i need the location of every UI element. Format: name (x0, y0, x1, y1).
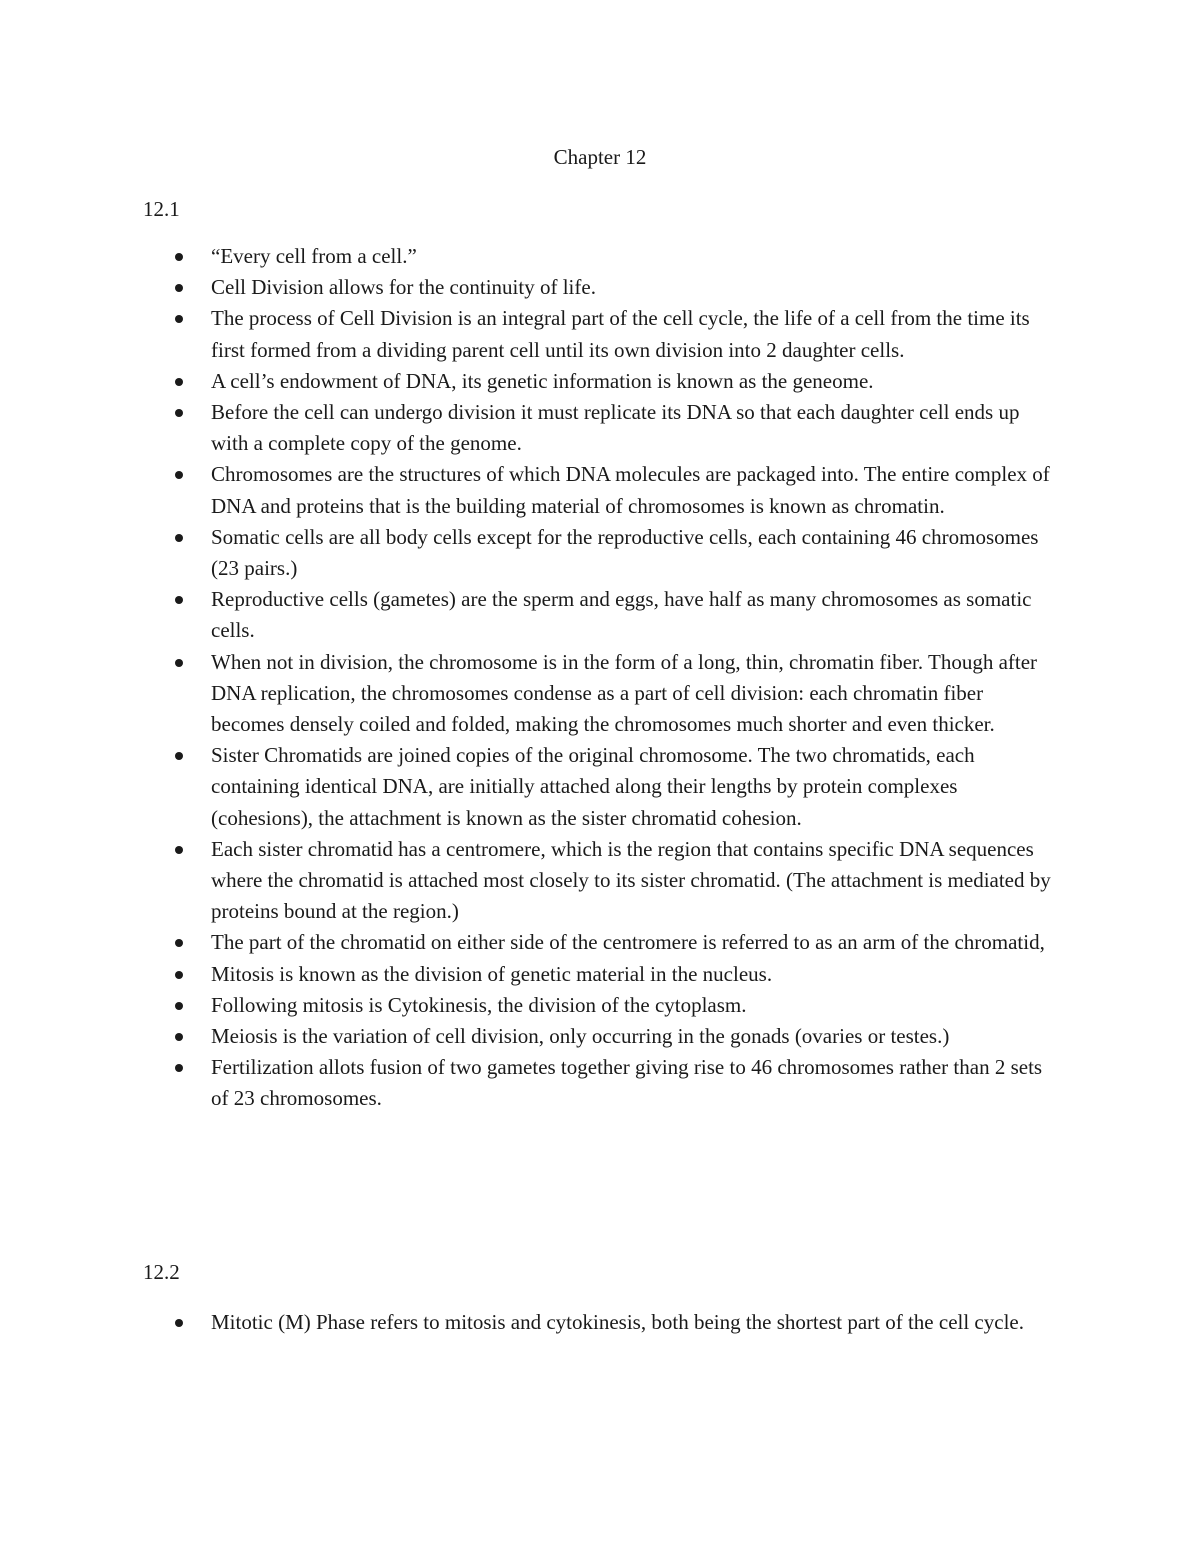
list-item-text: “Every cell from a cell.” (211, 244, 417, 268)
bullet-icon (175, 1064, 183, 1072)
list-item (0, 1307, 1200, 1338)
section-12-2-bullet-list (0, 1307, 1200, 1338)
bullet-icon (175, 1033, 183, 1041)
bullet-icon (175, 846, 183, 854)
bullet-icon (175, 284, 183, 292)
list-item (0, 366, 1200, 397)
list-item-text: Reproductive cells (gametes) are the sperm and eggs, have half as many chromosomes as somatic cells. (211, 587, 1032, 643)
bullet-icon (175, 253, 183, 261)
list-item (0, 959, 1200, 990)
list-item-text: Meiosis is the variation of cell division, only occurring in the gonads (ovaries or testes.) (211, 1024, 950, 1049)
bullet-icon (175, 939, 183, 947)
section-12-1-bullet-list (0, 241, 1200, 1115)
list-item-text: Mitosis is known as the division of genetic material in the nucleus. (211, 961, 773, 986)
list-item (0, 647, 1200, 741)
bullet-icon (175, 971, 183, 979)
list-item-text: The process of Cell Division is an integral part of the cell cycle, the life of a cell from the time its first formed from a dividing parent cell until its own division into 2 daughter cells. (211, 306, 1030, 362)
page-title: Chapter 12 (553, 145, 647, 169)
list-item (0, 740, 1200, 834)
list-item-text: The part of the chromatid on either side of the centromere is referred to as an arm of the chromatid, (211, 930, 1045, 955)
bullet-icon (175, 315, 183, 323)
bullet-icon (175, 534, 183, 542)
list-item-text: When not in division, the chromosome is in the form of a long, thin, chromatin fiber. Though after DNA replication, the chromosomes condense as a part of cell division: each chromatin fiber becomes densely coiled and folded, making the chromosomes much shorter and even thicker. (211, 649, 1038, 737)
bullet-icon (175, 409, 183, 417)
list-item-text: Following mitosis is Cytokinesis, the division of the cytoplasm. (211, 992, 747, 1017)
section-heading-12-1: 12.1 (143, 197, 180, 221)
list-item (0, 241, 1200, 272)
list-item-text: Before the cell can undergo division it must replicate its DNA so that each daughter cell ends up with a complete copy of the genome. (211, 400, 1020, 456)
bullet-icon (175, 471, 183, 479)
list-item (0, 459, 1200, 521)
list-item-text: Somatic cells are all body cells except for the reproductive cells, each containing 46 chromosomes (23 pairs.) (211, 524, 1039, 581)
section-heading-12-2: 12.2 (143, 1260, 180, 1284)
list-item-text: A cell’s endowment of DNA, its genetic information is known as the geneome. (211, 368, 874, 393)
bullet-icon (175, 1002, 183, 1010)
list-item (0, 927, 1200, 958)
list-item-text: Each sister chromatid has a centromere, which is the region that contains specific DNA sequences where the chromatid is attached most closely to its sister chromatid. (The attachment is mediated by proteins bound at the region.) (211, 836, 1051, 924)
list-item (0, 522, 1200, 584)
bullet-icon (175, 752, 183, 760)
list-item (0, 397, 1200, 459)
bullet-icon (175, 1319, 183, 1327)
bullet-icon (175, 596, 183, 604)
list-item (0, 1021, 1200, 1052)
list-item (0, 990, 1200, 1021)
list-item (0, 584, 1200, 646)
list-item-text: Mitotic (M) Phase refers to mitosis and cytokinesis, both being the shortest part of the cell cycle. (211, 1310, 1024, 1334)
list-item-text: Chromosomes are the structures of which DNA molecules are packaged into. The entire complex of DNA and proteins that is the building material of chromosomes is known as chromatin. (211, 462, 1050, 518)
bullet-icon (175, 659, 183, 667)
list-item (0, 834, 1200, 928)
list-item-text: Fertilization allots fusion of two gametes together giving rise to 46 chromosomes rather than 2 sets of 23 chromosomes. (211, 1055, 1043, 1111)
bullet-icon (175, 378, 183, 386)
list-item-text: Sister Chromatids are joined copies of the original chromosome. The two chromatids, each containing identical DNA, are initially attached along their lengths by protein complexes (cohesions), the attachment is known as the sister chromatid cohesion. (211, 743, 975, 830)
list-item (0, 272, 1200, 303)
list-item-text: Cell Division allows for the continuity of life. (211, 275, 596, 300)
list-item (0, 1052, 1200, 1114)
list-item (0, 303, 1200, 365)
